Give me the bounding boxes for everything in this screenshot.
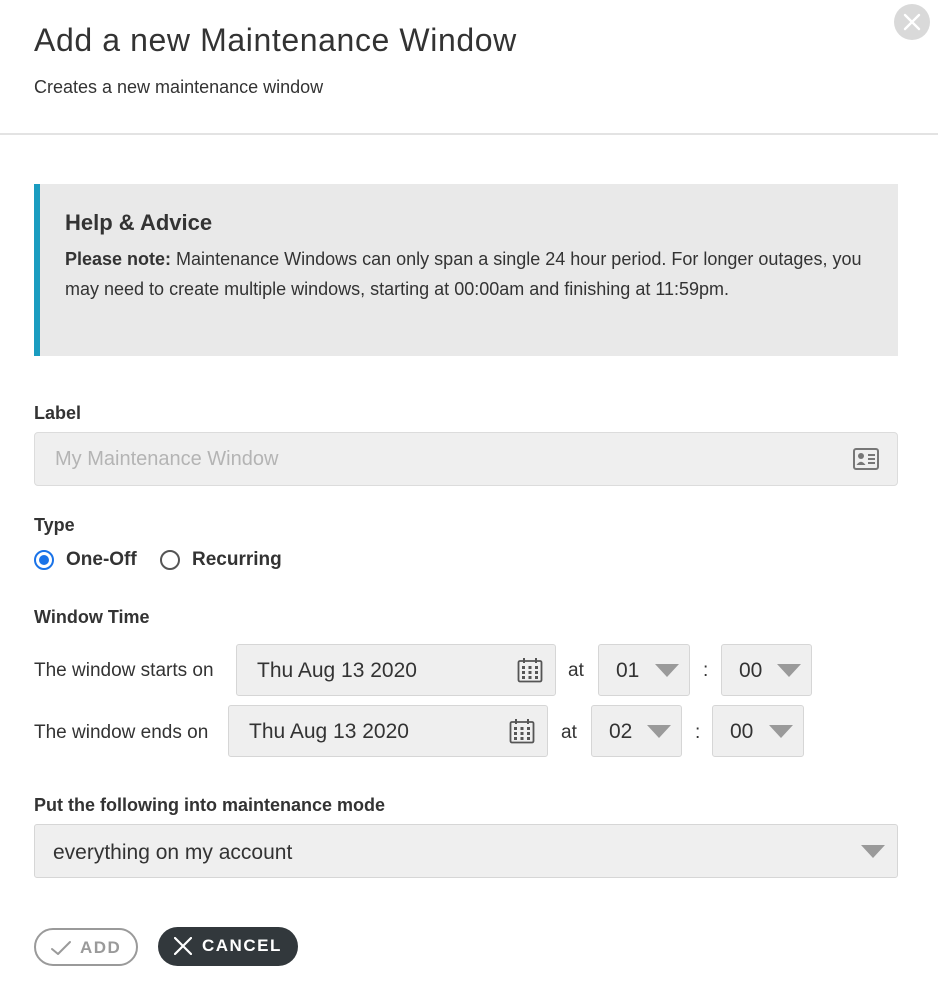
radio-recurring-label: Recurring — [192, 549, 282, 570]
close-button[interactable] — [894, 4, 930, 40]
chevron-down-icon — [769, 725, 793, 738]
help-advice-panel — [34, 184, 898, 356]
maintenance-mode-value: everything on my account — [53, 841, 293, 864]
chevron-down-icon — [777, 664, 801, 677]
chevron-down-icon — [861, 845, 885, 858]
maintenance-mode-select[interactable] — [34, 824, 898, 878]
window-end-label: The window ends on — [34, 722, 209, 743]
help-note-label: Please note: — [65, 249, 172, 269]
radio-one-off-indicator[interactable] — [34, 550, 54, 570]
help-title: Help & Advice — [65, 210, 213, 235]
end-minute-value: 00 — [730, 720, 754, 743]
start-hour-select[interactable] — [598, 644, 690, 696]
start-time-separator: : — [703, 660, 709, 681]
radio-recurring-indicator[interactable] — [160, 550, 180, 570]
type-field-label: Type — [34, 515, 75, 535]
add-button-label: ADD — [80, 938, 122, 957]
start-at-label: at — [568, 660, 584, 681]
end-minute-select[interactable] — [712, 705, 804, 757]
start-date-value: Thu Aug 13 2020 — [257, 659, 417, 682]
label-field-label: Label — [34, 403, 82, 423]
help-text — [65, 244, 865, 304]
end-at-label: at — [561, 722, 577, 743]
radio-one-off-label: One-Off — [66, 549, 137, 570]
cancel-button-label: CANCEL — [202, 936, 282, 955]
label-input[interactable] — [55, 433, 835, 485]
start-minute-value: 00 — [739, 659, 763, 682]
chevron-down-icon — [655, 664, 679, 677]
window-start-label: The window starts on — [34, 660, 214, 681]
id-card-icon — [853, 448, 879, 470]
radio-recurring[interactable] — [160, 548, 282, 572]
close-icon — [174, 937, 192, 955]
cancel-button[interactable] — [158, 927, 298, 966]
window-time-label: Window Time — [34, 607, 150, 627]
end-date-value: Thu Aug 13 2020 — [249, 720, 409, 743]
page-title: Add a new Maintenance Window — [34, 22, 517, 58]
calendar-icon[interactable] — [509, 718, 535, 744]
add-button[interactable] — [34, 928, 138, 966]
modal-header — [0, 0, 938, 135]
end-hour-select[interactable] — [591, 705, 682, 757]
check-icon — [50, 940, 72, 956]
end-date-input[interactable] — [228, 705, 548, 757]
end-time-separator: : — [695, 722, 701, 743]
calendar-icon[interactable] — [517, 657, 543, 683]
start-hour-value: 01 — [616, 659, 640, 682]
close-icon — [903, 13, 921, 31]
start-date-input[interactable] — [236, 644, 556, 696]
maintenance-mode-label: Put the following into maintenance mode — [34, 795, 386, 815]
label-input-wrapper — [34, 432, 898, 486]
start-minute-select[interactable] — [721, 644, 812, 696]
help-note-text: Maintenance Windows can only span a single 24 hour period. For longer outages, you may need to create multiple windows, starting at 00:00am and finishing at 11:59pm. — [65, 249, 862, 299]
chevron-down-icon — [647, 725, 671, 738]
page-subtitle: Creates a new maintenance window — [34, 77, 324, 97]
end-hour-value: 02 — [609, 720, 633, 743]
radio-one-off[interactable] — [34, 548, 137, 572]
